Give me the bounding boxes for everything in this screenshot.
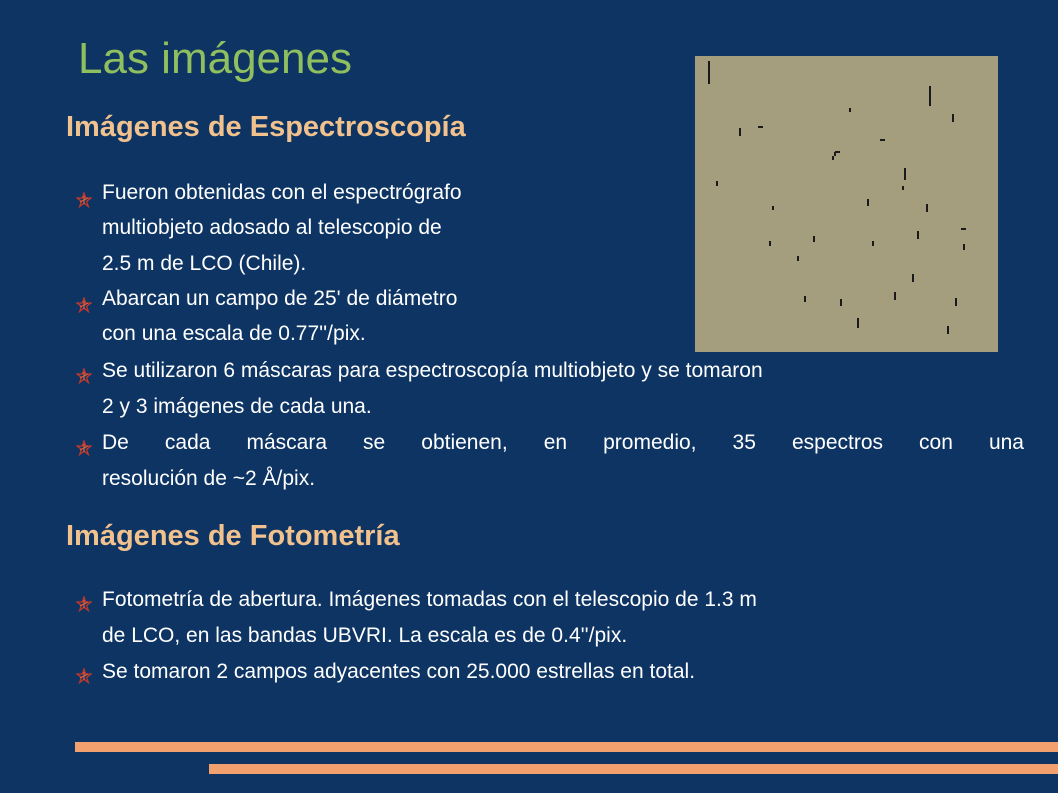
spec-bullet4-line2: resolución de ~2 Å/pix.	[102, 467, 316, 490]
spec-bullet4-line1: De cada máscara se obtienen, en promedio, 35 espectros con una	[102, 431, 1024, 454]
spectroscopy-image	[695, 56, 998, 352]
heading-photometry: Imágenes de Fotometría	[66, 520, 400, 552]
slide-title: Las imágenes	[78, 34, 352, 83]
spec-bullet2-line2: con una escala de 0.77''/pix.	[102, 322, 366, 345]
spectrum-image-graphic	[695, 56, 998, 352]
spec-bullet2-line1: Abarcan un campo de 25' de diámetro	[102, 287, 458, 310]
star-bullet-icon	[76, 192, 92, 208]
star-bullet-icon	[76, 297, 92, 313]
spec-bullet3-line2: 2 y 3 imágenes de cada una.	[102, 395, 372, 418]
star-bullet-icon	[76, 668, 92, 684]
phot-bullet1-line1: Fotometría de abertura. Imágenes tomadas con el telescopio de 1.3 m	[102, 588, 757, 611]
accent-bar-bottom	[209, 764, 1058, 774]
spec-bullet3-line1: Se utilizaron 6 máscaras para espectroscopía multiobjeto y se tomaron	[102, 359, 763, 382]
accent-bar-top	[75, 742, 1058, 752]
spec-bullet1-line3: 2.5 m de LCO (Chile).	[102, 252, 307, 275]
star-bullet-icon	[76, 368, 92, 384]
spec-bullet1-line2: multiobjeto adosado al telescopio de	[102, 216, 442, 239]
heading-spectroscopy: Imágenes de Espectroscopía	[66, 111, 466, 143]
phot-bullet2-line1: Se tomaron 2 campos adyacentes con 25.000 estrellas en total.	[102, 660, 696, 683]
star-bullet-icon	[76, 596, 92, 612]
spec-bullet1-line1: Fueron obtenidas con el espectrógrafo	[102, 181, 462, 204]
star-bullet-icon	[76, 440, 92, 456]
phot-bullet1-line2: de LCO, en las bandas UBVRI. La escala es de 0.4''/pix.	[102, 624, 628, 647]
